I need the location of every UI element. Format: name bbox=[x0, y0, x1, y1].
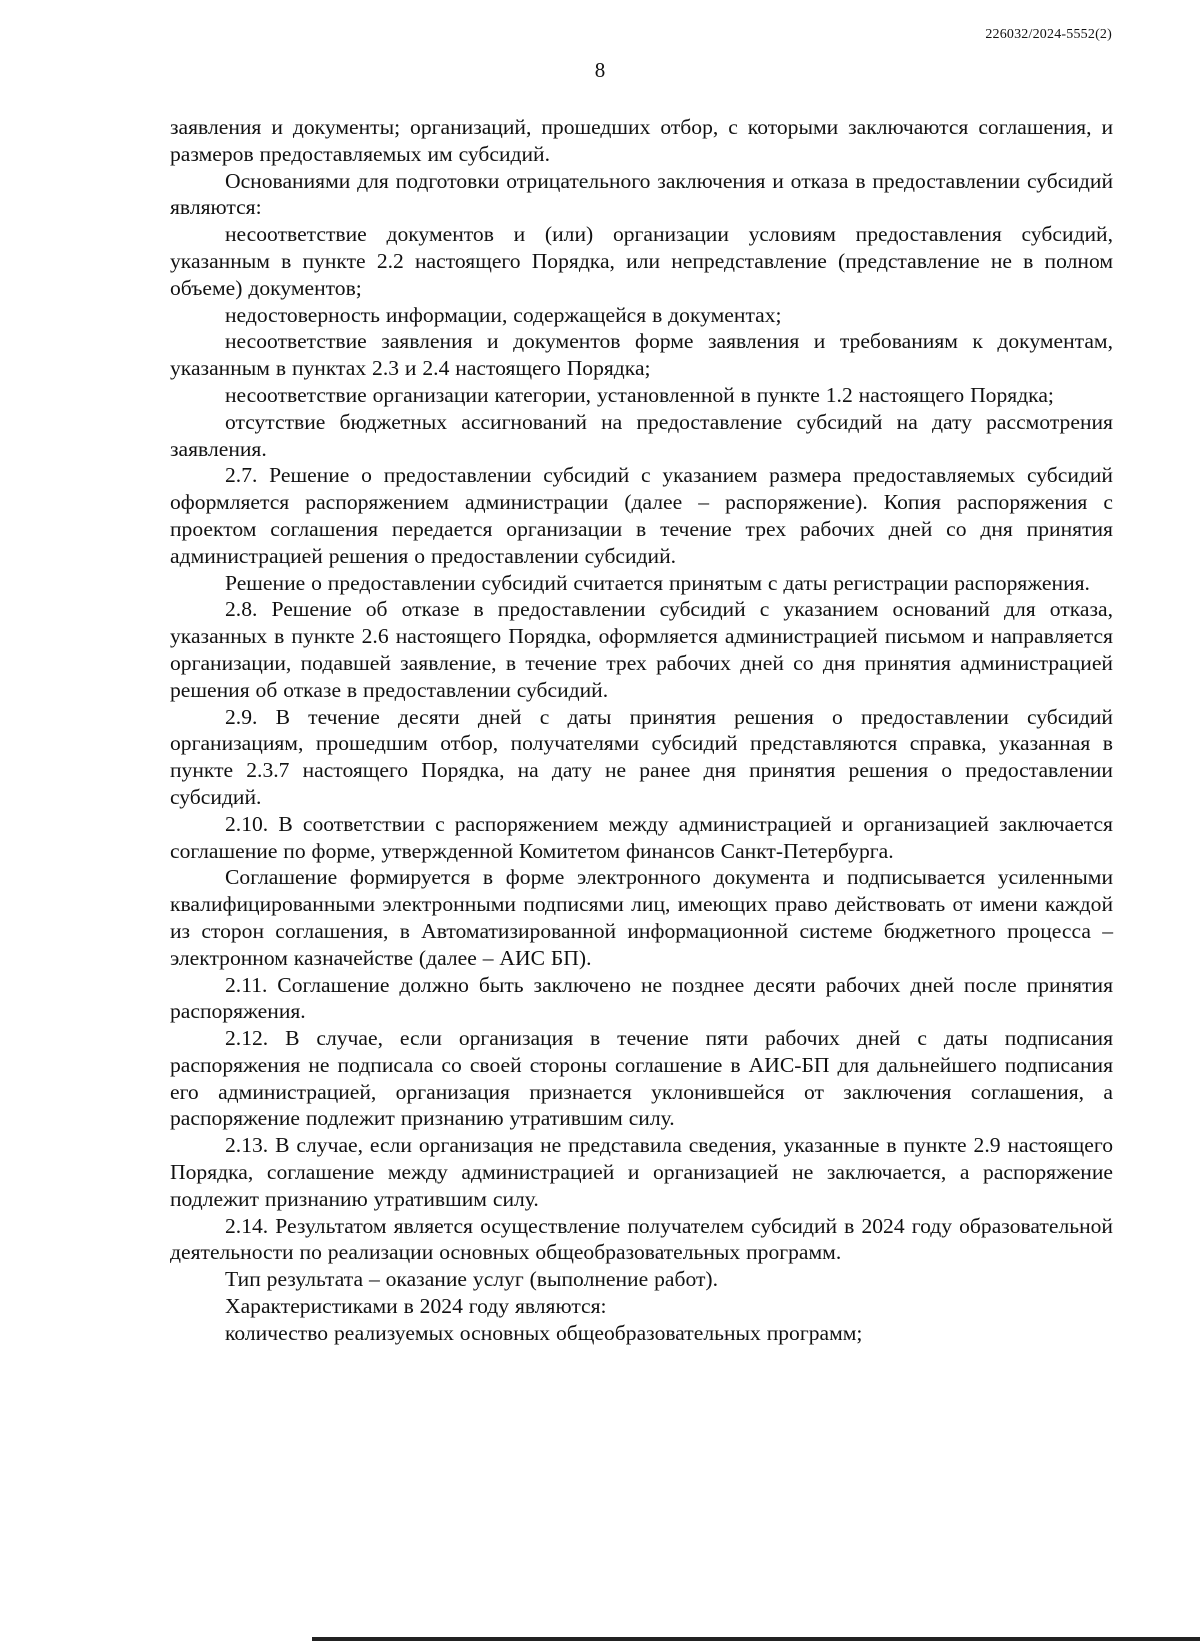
paragraph-continuation: заявления и документы; организаций, прошедших отбор, с которыми заключаются соглашения, и размеров предоставляемых им субсидий. bbox=[170, 115, 1113, 166]
paragraph-2-8: 2.8. Решение об отказе в предоставлении субсидий с указанием оснований для отказа, указанных в пункте 2.6 настоящего Порядка, оформляется администрацией письмом и направляется организации, подавшей заявление, в течение трех рабочих дней со дня принятия администрацией решения об отказе в предоставлении субсидий. bbox=[170, 597, 1113, 702]
paragraph-2-14: 2.14. Результатом является осуществление получателем субсидий в 2024 году образовательной деятельности по реализации основных общеобразовательных программ. bbox=[170, 1213, 1113, 1265]
paragraph-characteristics-intro: Характеристиками в 2024 году являются: bbox=[225, 1294, 607, 1319]
paragraph-2-7-decision-date: Решение о предоставлении субсидий считается принятым с даты регистрации распоряжения. bbox=[225, 570, 1090, 595]
paragraph-refusal-grounds-intro: Основаниями для подготовки отрицательного заключения и отказа в предоставлении субсидий являются: bbox=[170, 168, 1113, 220]
paragraph-2-7: 2.7. Решение о предоставлении субсидий с указанием размера предоставляемых субсидий оформляется распоряжением администрации (далее – распоряжение). Копия распоряжения с проектом соглашения передается организации в течение трех рабочих дней со дня принятия администрацией решения о предоставлении субсидий. bbox=[170, 463, 1113, 568]
page-number: 8 bbox=[594, 58, 606, 82]
paragraph-ground-noncompliance-documents: несоответствие документов и (или) организации условиям предоставления субсидий, указанным в пункте 2.2 настоящего Порядка, или непредставление (представление не в полном объеме) документов; bbox=[170, 222, 1113, 300]
paragraph-2-11: 2.11. Соглашение должно быть заключено не позднее десяти рабочих дней после принятия распоряжения. bbox=[170, 972, 1113, 1024]
paragraph-2-10: 2.10. В соответствии с распоряжением между администрацией и организацией заключается соглашение по форме, утвержденной Комитетом финансов Санкт-Петербурга. bbox=[170, 811, 1113, 863]
paragraph-ground-form-mismatch: несоответствие заявления и документов форме заявления и требованиям к документам, указанным в пунктах 2.3 и 2.4 настоящего Порядка; bbox=[170, 329, 1113, 381]
paragraph-2-12: 2.12. В случае, если организация в течение пяти рабочих дней с даты подписания распоряжения не подписала со своей стороны соглашение в АИС-БП для дальнейшего подписания его администрацией, организация признается уклонившейся от заключения соглашения, а распоряжение подлежит признанию утратившим силу. bbox=[170, 1026, 1113, 1131]
paragraph-characteristic-program-count: количество реализуемых основных общеобразовательных программ; bbox=[225, 1320, 863, 1345]
document-body bbox=[170, 114, 1113, 1347]
paragraph-ground-unreliable-info: недостоверность информации, содержащейся в документах; bbox=[225, 302, 782, 327]
paragraph-2-9: 2.9. В течение десяти дней с даты принятия решения о предоставлении субсидий организациям, прошедшим отбор, получателями субсидий представляются справка, указанная в пункте 2.3.7 настоящего Порядка, на дату не ранее дня принятия решения о предоставлении субсидий. bbox=[170, 704, 1113, 809]
paragraph-result-type: Тип результата – оказание услуг (выполнение работ). bbox=[225, 1267, 718, 1292]
paragraph-ground-category-mismatch: несоответствие организации категории, установленной в пункте 1.2 настоящего Порядка; bbox=[225, 382, 1054, 407]
paragraph-2-10-electronic-agreement: Соглашение формируется в форме электронного документа и подписывается усиленными квалифицированными электронными подписями лиц, имеющих право действовать от имени каждой из сторон соглашения, в Автоматизированной информационной системе бюджетного процесса – электронном казначействе (далее – АИС БП). bbox=[170, 865, 1113, 970]
page-bottom-border bbox=[312, 1637, 1200, 1641]
document-registration-number: 226032/2024-5552(2) bbox=[985, 27, 1112, 42]
paragraph-ground-no-allocations: отсутствие бюджетных ассигнований на предоставление субсидий на дату рассмотрения заявления. bbox=[170, 409, 1113, 461]
paragraph-2-13: 2.13. В случае, если организация не представила сведения, указанные в пункте 2.9 настоящего Порядка, соглашение между администрацией и организацией не заключается, а распоряжение подлежит признанию утратившим силу. bbox=[170, 1133, 1113, 1211]
